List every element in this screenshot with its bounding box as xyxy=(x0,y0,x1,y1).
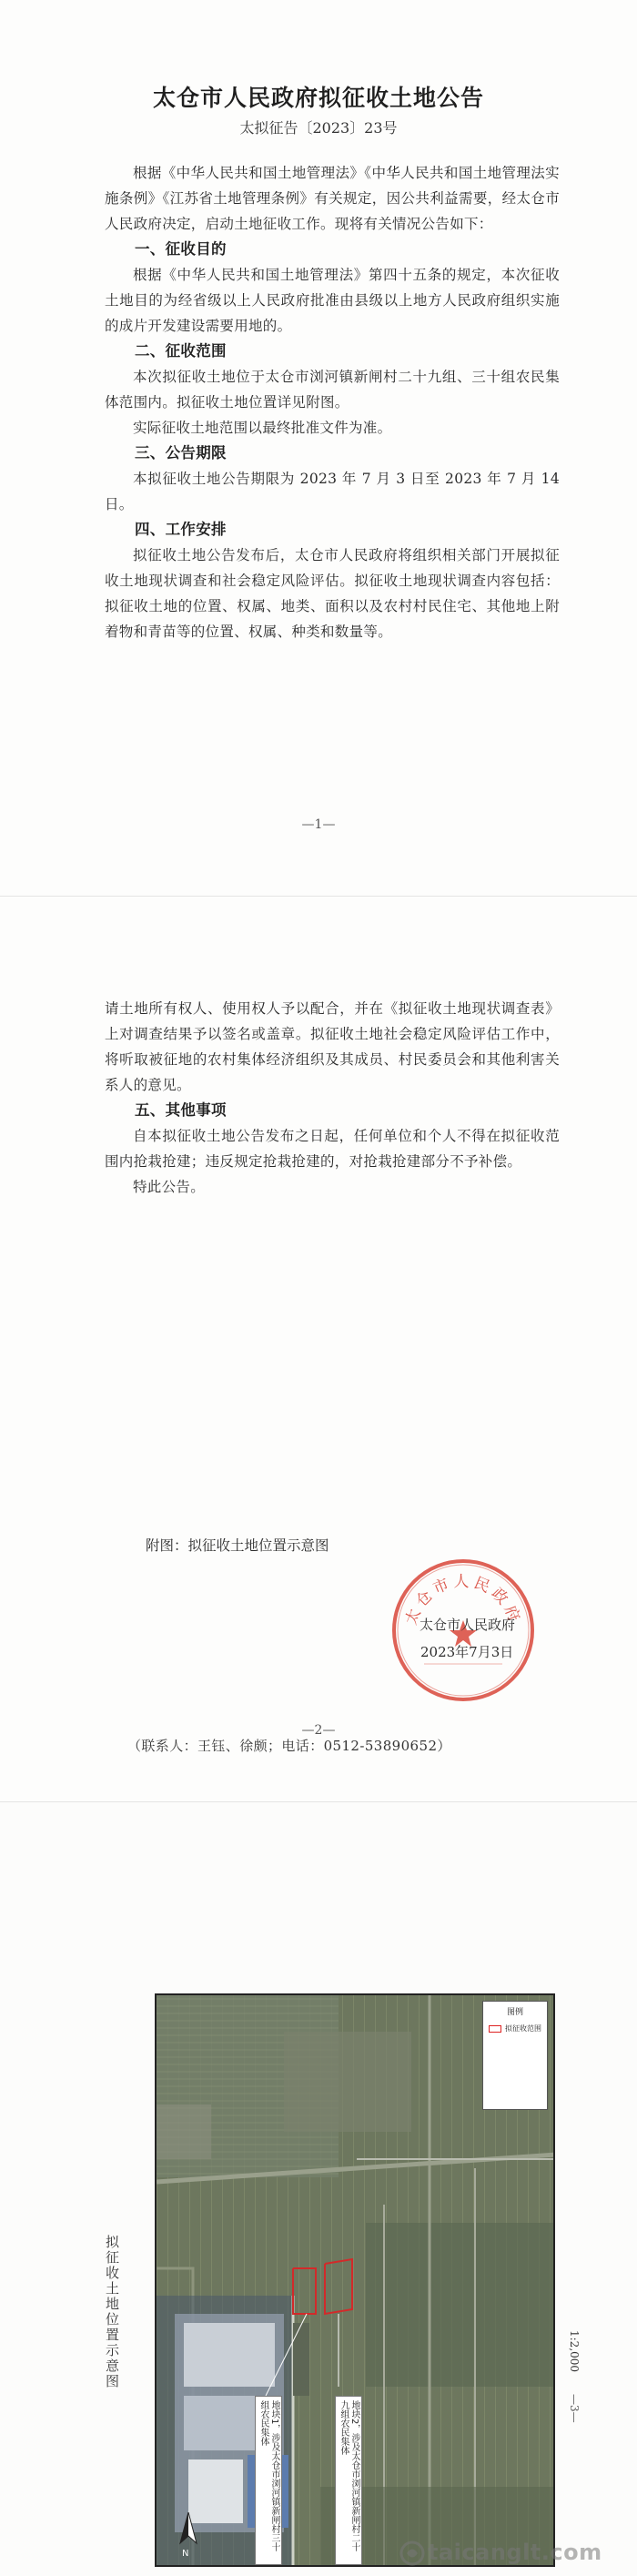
map-scale: 1:2,000 xyxy=(568,2330,581,2373)
section4-heading: 四、工作安排 xyxy=(135,521,227,538)
site-logo-icon xyxy=(399,2540,426,2567)
page-number-1: —1— xyxy=(301,817,336,832)
site-watermark: taicanglt.com xyxy=(428,2540,602,2565)
map-legend xyxy=(482,2001,548,2110)
legend-item: 拟征收范围 xyxy=(489,2023,541,2033)
section2-heading: 二、征收范围 xyxy=(135,342,227,360)
page-number-3: —3— xyxy=(568,2394,581,2423)
section1-heading: 一、征收目的 xyxy=(135,240,227,258)
section3-heading: 三、公告期限 xyxy=(135,444,227,461)
parcel-label-1: 地块1，涉及太仓市浏河镇新闸村三十组农民集体 xyxy=(255,2396,282,2565)
closing-line: 特此公告。 xyxy=(133,1179,206,1195)
map-title: 拟征收土地位置示意图 xyxy=(104,2235,120,2389)
contact-line: （联系人：王钰、徐颇；电话：0512-53890652） xyxy=(127,1738,451,1754)
page1-body xyxy=(105,160,560,644)
north-label: N xyxy=(182,2549,189,2559)
page-number-2: —2— xyxy=(301,1723,336,1738)
issue-date: 2023年7月3日 xyxy=(420,1644,514,1660)
continuation-paragraph: 请土地所有权人、使用权人予以配合，并在《拟征收土地现状调查表》上对调查结果予以签名或盖章。拟征收土地社会稳定风险评估工作中，将听取被征地的农村集体经济组织及其成员、村民委员会和其他利害关系人的意见。 xyxy=(105,1000,560,1093)
north-arrow-icon xyxy=(178,2512,198,2549)
section5-paragraph: 自本拟征收土地公告发布之日起，任何单位和个人不得在拟征收范围内抢栽抢建；违反规定抢栽抢建的，对抢栽抢建部分不予补偿。 xyxy=(105,1128,560,1170)
section1-paragraph: 根据《中华人民共和国土地管理法》第四十五条的规定，本次征收土地目的为经省级以上人民政府批准由县级以上地方人民政府组织实施的成片开发建设需要用地的。 xyxy=(105,267,560,334)
document-page-2 xyxy=(0,897,637,1802)
section2-paragraph-1: 本次拟征收土地位于太仓市浏河镇新闸村二十九组、三十组农民集体范围内。拟征收土地位置详见附图。 xyxy=(105,369,560,411)
section4-paragraph: 拟征收土地公告发布后，太仓市人民政府将组织相关部门开展拟征收土地现状调查和社会稳定风险评估。拟征收土地现状调查内容包括：拟征收土地的位置、权属、地类、面积以及农村村民住宅、其他地上附着物和青苗等的位置、权属、种类和数量等。 xyxy=(105,547,560,640)
issuer-name: 太仓市人民政府 xyxy=(420,1617,516,1633)
attachment-line: 附图：拟征收土地位置示意图 xyxy=(146,1537,329,1554)
legend-swatch-icon xyxy=(489,2025,501,2033)
seal-text: 太仓市人民政府 xyxy=(401,1573,525,1628)
parcel-label-2: 地块2，涉及太仓市浏河镇新闸村二十九组农民集体 xyxy=(335,2396,362,2565)
document-title: 太仓市人民政府拟征收土地公告 xyxy=(152,85,484,111)
document-page-1 xyxy=(0,0,637,897)
section3-paragraph: 本拟征收土地公告期限为 2023 年 7 月 3 日至 2023 年 7 月 14 日。 xyxy=(105,471,560,512)
page2-body xyxy=(105,996,560,1200)
intro-paragraph: 根据《中华人民共和国土地管理法》《中华人民共和国土地管理法实施条例》《江苏省土地管理条例》有关规定，因公共利益需要，经太仓市人民政府决定，启动土地征收工作。现将有关情况公告如下： xyxy=(105,165,560,232)
section5-heading: 五、其他事项 xyxy=(135,1101,227,1119)
section2-paragraph-2: 实际征收土地范围以最终批准文件为准。 xyxy=(133,420,392,436)
legend-title: 图例 xyxy=(506,2008,523,2017)
document-number: 太拟征告〔2023〕23号 xyxy=(239,119,398,137)
